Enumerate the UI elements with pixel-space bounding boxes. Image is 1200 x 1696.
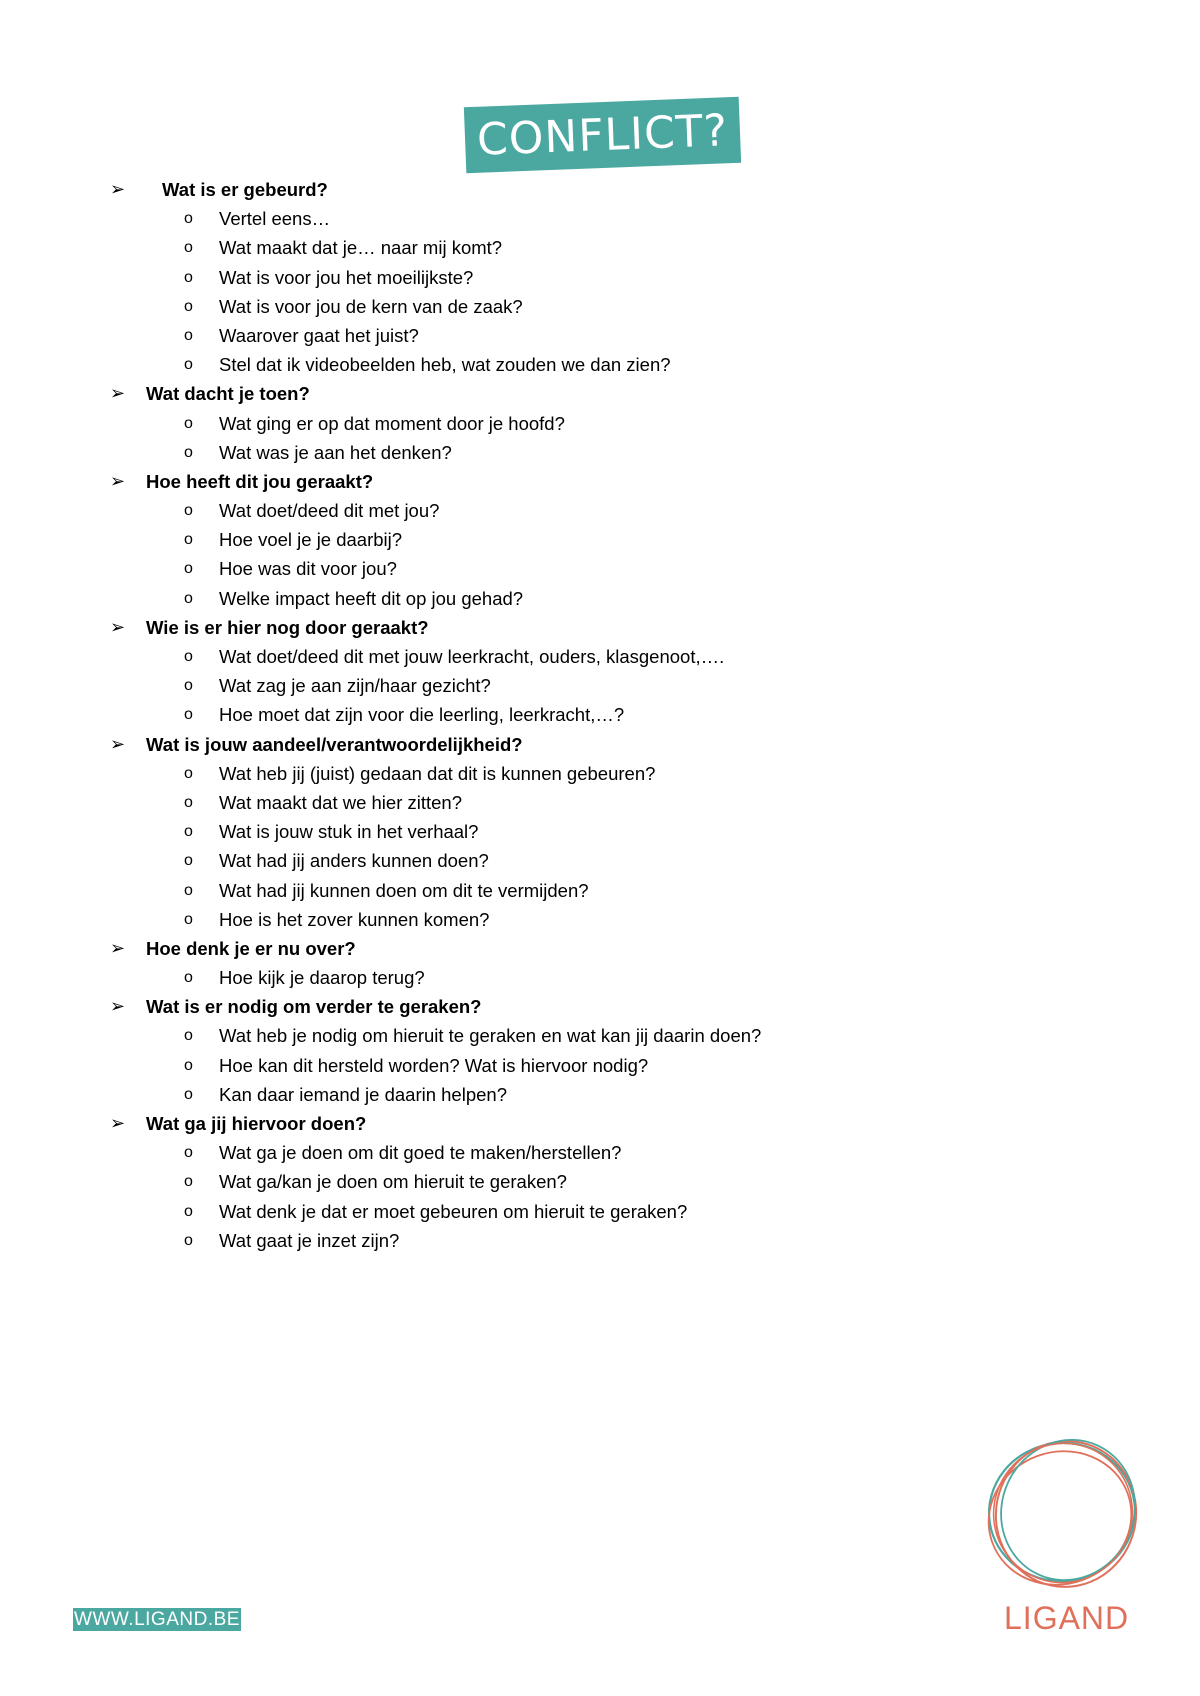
question-text: Wat heb je nodig om hieruit te geraken en wat kan jij daarin doen?: [219, 1025, 762, 1047]
question-text: Waarover gaat het juist?: [219, 324, 419, 346]
circle-bullet-icon: o: [184, 1056, 193, 1074]
question-item: [0, 817, 1200, 846]
question-item: [0, 409, 1200, 438]
circle-bullet-icon: o: [184, 881, 193, 899]
question-item: [0, 204, 1200, 233]
circle-bullet-icon: o: [184, 414, 193, 432]
question-item: [0, 554, 1200, 583]
question-text: Wat doet/deed dit met jouw leerkracht, ouders, klasgenoot,….: [219, 646, 725, 667]
arrow-bullet-icon: ➢: [110, 996, 126, 1017]
question-text: Wat is voor jou het moeilijkste?: [219, 266, 474, 288]
question-item: [0, 1167, 1200, 1196]
section-heading-row: [0, 730, 1200, 759]
question-item: [0, 350, 1200, 379]
question-item: [0, 525, 1200, 554]
question-item: [0, 963, 1200, 992]
question-item: [0, 1051, 1200, 1080]
section-heading: Wat ga jij hiervoor doen?: [146, 1113, 367, 1134]
question-text: Hoe was dit voor jou?: [219, 558, 397, 580]
circle-bullet-icon: o: [184, 1027, 193, 1045]
section-heading: Wie is er hier nog door geraakt?: [146, 616, 429, 638]
arrow-bullet-icon: ➢: [110, 937, 126, 958]
question-text: Wat maakt dat we hier zitten?: [219, 791, 463, 813]
section-heading-row: [0, 613, 1200, 642]
circle-bullet-icon: o: [184, 297, 193, 315]
question-text: Hoe kan dit hersteld worden? Wat is hiervoor nodig?: [219, 1054, 649, 1076]
question-item: [0, 584, 1200, 613]
question-list: [0, 175, 1200, 1255]
circle-bullet-icon: o: [184, 910, 193, 928]
question-item: [0, 846, 1200, 875]
question-text: Wat ga/kan je doen om hieruit te geraken?: [219, 1171, 567, 1193]
circle-bullet-icon: o: [184, 677, 193, 695]
question-item: [0, 233, 1200, 262]
section-heading: Hoe denk je er nu over?: [146, 937, 356, 959]
question-text: Wat had jij kunnen doen om dit te vermijden?: [219, 879, 589, 901]
circle-bullet-icon: o: [184, 1144, 193, 1162]
question-item: [0, 1021, 1200, 1050]
question-item: [0, 905, 1200, 934]
question-text: Hoe kijk je daarop terug?: [219, 967, 425, 989]
circle-bullet-icon: o: [184, 531, 193, 549]
circle-bullet-icon: o: [184, 326, 193, 344]
circle-bullet-icon: o: [184, 1173, 193, 1191]
section-heading-row: [0, 467, 1200, 496]
circle-bullet-icon: o: [184, 443, 193, 461]
circle-bullet-icon: o: [184, 852, 193, 870]
logo-wordmark: LIGAND: [1004, 1600, 1130, 1636]
question-item: [0, 1138, 1200, 1167]
arrow-bullet-icon: ➢: [110, 1113, 126, 1133]
question-text: Vertel eens…: [219, 208, 331, 230]
ligand-logo-icon: [978, 1428, 1148, 1598]
circle-bullet-icon: o: [184, 1231, 193, 1249]
question-text: Hoe moet dat zijn voor die leerling, leerkracht,…?: [219, 704, 625, 726]
question-item: [0, 876, 1200, 905]
arrow-bullet-icon: ➢: [110, 470, 126, 491]
question-text: Wat gaat je inzet zijn?: [219, 1229, 400, 1251]
circle-bullet-icon: o: [184, 1202, 193, 1220]
title-badge: [464, 97, 741, 174]
section-heading: Wat is er gebeurd?: [162, 179, 328, 200]
question-text: Stel dat ik videobeelden heb, wat zouden we dan zien?: [219, 354, 671, 376]
question-item: [0, 788, 1200, 817]
circle-bullet-icon: o: [184, 1085, 193, 1103]
question-text: Wat ga je doen om dit goed te maken/herstellen?: [219, 1142, 622, 1164]
circle-bullet-icon: o: [184, 560, 193, 578]
circle-bullet-icon: o: [184, 239, 193, 257]
question-text: Wat is jouw stuk in het verhaal?: [219, 821, 479, 843]
website-link[interactable]: WWW.LIGAND.BE: [74, 1608, 240, 1630]
section-heading-row: [0, 1109, 1200, 1138]
page-title: CONFLICT?: [476, 104, 729, 166]
website-badge[interactable]: [73, 1608, 241, 1631]
circle-bullet-icon: o: [184, 648, 193, 665]
question-text: Wat zag je aan zijn/haar gezicht?: [219, 675, 491, 697]
section-heading: Wat is er nodig om verder te geraken?: [146, 996, 482, 1018]
question-item: [0, 321, 1200, 350]
section-heading-row: [0, 992, 1200, 1021]
section-heading: Hoe heeft dit jou geraakt?: [146, 470, 374, 492]
arrow-bullet-icon: ➢: [110, 733, 126, 754]
section-heading: Wat is jouw aandeel/verantwoordelijkheid?: [146, 733, 523, 755]
circle-bullet-icon: o: [184, 706, 193, 724]
circle-bullet-icon: o: [184, 268, 193, 286]
question-item: [0, 642, 1200, 671]
question-text: Wat heb jij (juist) gedaan dat dit is kunnen gebeuren?: [219, 762, 656, 784]
arrow-bullet-icon: ➢: [110, 616, 126, 637]
question-item: [0, 292, 1200, 321]
question-text: Wat maakt dat je… naar mij komt?: [219, 237, 503, 259]
question-text: Wat had jij anders kunnen doen?: [219, 850, 489, 872]
question-text: Wat is voor jou de kern van de zaak?: [219, 295, 523, 317]
question-item: [0, 671, 1200, 700]
arrow-bullet-icon: ➢: [110, 179, 126, 199]
question-item: [0, 438, 1200, 467]
circle-bullet-icon: o: [184, 793, 193, 811]
question-text: Welke impact heeft dit op jou gehad?: [219, 587, 524, 609]
question-text: Hoe is het zover kunnen komen?: [219, 908, 490, 930]
question-item: [0, 1197, 1200, 1226]
question-text: Wat denk je dat er moet gebeuren om hieruit te geraken?: [219, 1200, 688, 1222]
circle-bullet-icon: o: [184, 969, 193, 987]
section-heading-row: [0, 379, 1200, 408]
question-text: Wat doet/deed dit met jou?: [219, 500, 440, 522]
circle-bullet-icon: o: [184, 589, 193, 607]
section-heading-row: [0, 934, 1200, 963]
circle-bullet-icon: o: [184, 764, 193, 782]
question-item: [0, 759, 1200, 788]
question-item: [0, 700, 1200, 729]
circle-bullet-icon: o: [184, 823, 193, 841]
section-heading-row: [0, 175, 1200, 204]
question-text: Wat ging er op dat moment door je hoofd?: [219, 412, 565, 434]
question-text: Wat was je aan het denken?: [219, 441, 452, 463]
question-text: Hoe voel je je daarbij?: [219, 529, 403, 551]
question-item: [0, 263, 1200, 292]
question-item: [0, 496, 1200, 525]
section-heading: Wat dacht je toen?: [146, 383, 310, 405]
question-item: [0, 1226, 1200, 1255]
circle-bullet-icon: o: [184, 502, 193, 520]
circle-bullet-icon: o: [184, 356, 193, 374]
circle-bullet-icon: o: [184, 210, 193, 228]
arrow-bullet-icon: ➢: [110, 383, 126, 404]
question-item: [0, 1080, 1200, 1109]
question-text: Kan daar iemand je daarin helpen?: [219, 1083, 507, 1105]
